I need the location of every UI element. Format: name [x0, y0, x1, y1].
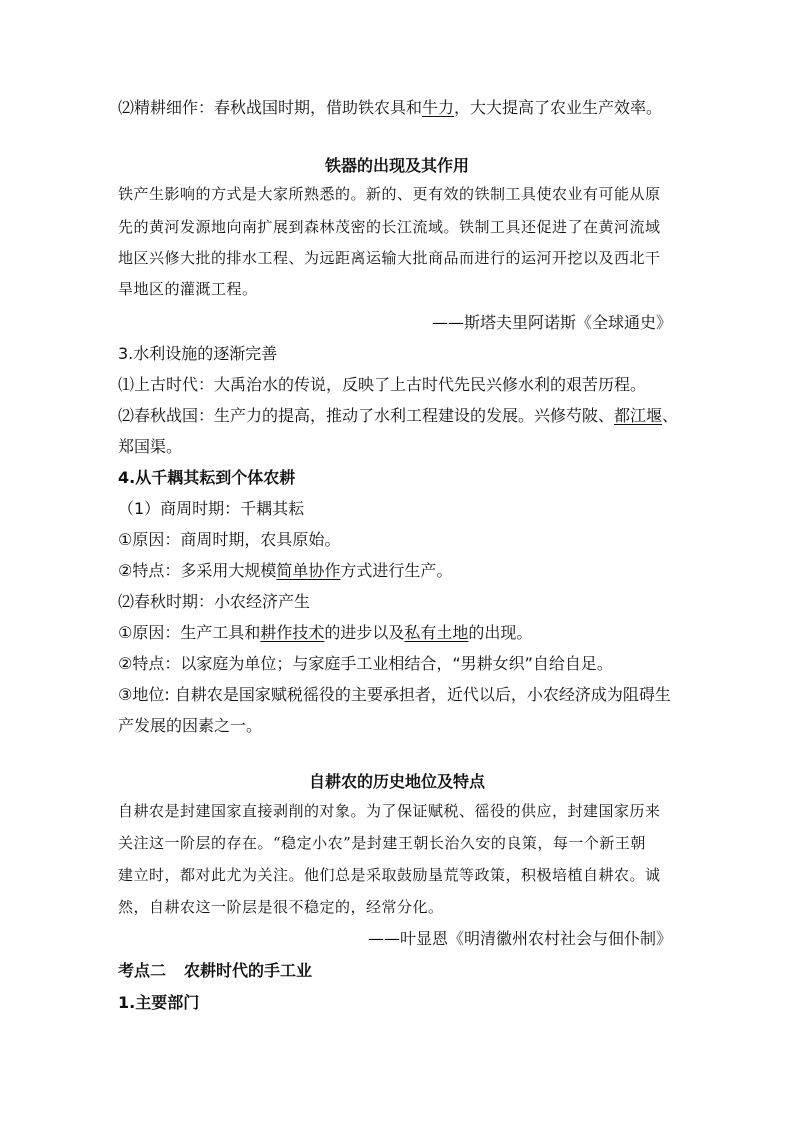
text-segment: ⑵春秋战国：生产力的提高，推动了水利工程建设的发展。兴修芍陂、 [118, 406, 615, 425]
subheading-spring-autumn: ⑵春秋时期：小农经济产生 [118, 592, 311, 611]
quote-source: ——叶显恩《明清徽州农村社会与佃仆制》 [367, 929, 672, 948]
section-heading-sectors: 1.主要部门 [118, 993, 200, 1012]
text-segment: ，大大提高了农业生产效率。 [454, 98, 663, 117]
paragraph-line: ②特点：以家庭为单位；与家庭手工业相结合，“男耕女织”自给自足。 [118, 654, 613, 673]
quote-line: 建立时，都对此尤为关注。他们总是采取鼓励垦荒等政策，积极培植自耕农。诚 [118, 866, 661, 884]
paragraph-intensive-farming [118, 97, 662, 119]
underlined-term: 牛力 [422, 98, 455, 117]
text-segment: 的进步以及 [324, 623, 405, 642]
paragraph-line [118, 560, 452, 582]
underlined-term: 简单协作 [276, 561, 341, 580]
underlined-term: 都江堰 [614, 406, 663, 425]
text-segment: ①原因：生产工具和 [118, 623, 261, 642]
text-segment: 、 [662, 406, 679, 425]
paragraph-line [118, 405, 678, 427]
key-point-label: 考点二 [118, 961, 167, 980]
paragraph-line: ③地位: 自耕农是国家赋税徭役的主要承担者，近代以后，小农经济成为阻碍生 [118, 685, 671, 704]
paragraph-line: ⑴上古时代：大禹治水的传说，反映了上古时代先民兴修水利的艰苦历程。 [118, 375, 647, 394]
section-heading-irrigation: 3.水利设施的逐渐完善 [118, 344, 278, 363]
paragraph-line [118, 622, 532, 644]
paragraph-line: ①原因：商周时期，农具原始。 [118, 530, 341, 549]
quote-line: 然，自耕农这一阶层是很不稳定的，经常分化。 [118, 898, 444, 916]
text-segment: ②特点：多采用大规模 [118, 561, 277, 580]
box-title-self-farmers: 自耕农的历史地位及特点 [308, 772, 485, 791]
quote-line: 铁产生影响的方式是大家所熟悉的。新的、更有效的铁制工具使农业有可能从原 [118, 185, 661, 203]
quote-line: 旱地区的灌溉工程。 [118, 280, 258, 298]
underlined-term: 耕作技术 [260, 623, 325, 642]
text-segment: ⑵精耕细作：春秋战国时期，借助铁农具和 [118, 98, 423, 117]
paragraph-line: 郑国渠。 [118, 437, 183, 456]
quote-source: ——斯塔夫里阿诺斯《全球通史》 [431, 313, 672, 332]
quote-line: 自耕农是封建国家直接剥削的对象。为了保证赋税、徭役的供应，封建国家历来 [118, 802, 661, 820]
text-segment: 方式进行生产。 [340, 561, 453, 580]
quote-line: 地区兴修大批的排水工程、为远距离运输大批商品而进行的运河开挖以及西北干 [118, 249, 661, 267]
paragraph-line: 产发展的因素之一。 [118, 716, 263, 735]
key-point-heading [118, 960, 312, 982]
key-point-title: 农耕时代的手工业 [184, 961, 313, 980]
subheading-shang-zhou: （1）商周时期：千耦其耘 [118, 499, 305, 518]
underlined-term: 私有土地 [404, 623, 469, 642]
box-title-iron-tools: 铁器的出现及其作用 [324, 156, 469, 175]
quote-line: 关注这一阶层的存在。“稳定小农”是封建王朝长治久安的良策，每一个新王朝 [118, 834, 646, 852]
text-segment: 的出现。 [468, 623, 533, 642]
quote-line: 先的黄河发源地向南扩展到森林茂密的长江流域。铁制工具还促进了在黄河流域 [118, 218, 661, 236]
section-heading-farming: 4.从千耦其耘到个体农耕 [118, 468, 296, 487]
